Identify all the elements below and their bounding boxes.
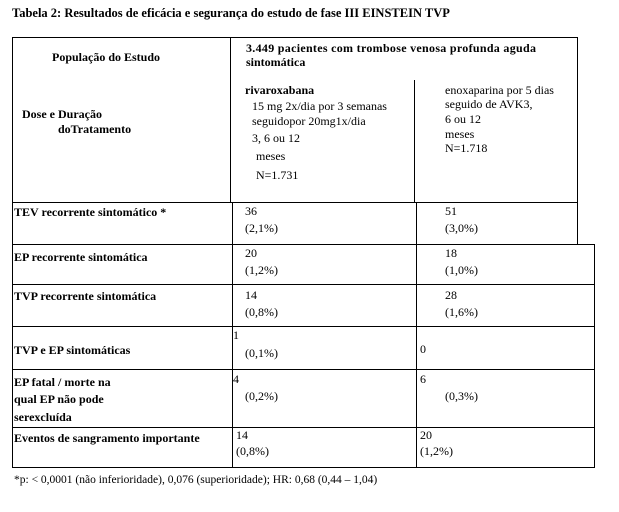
arm-a-regimen: 15 mg 2x/dia por 3 semanas	[252, 99, 387, 113]
arm-a-duration: 3, 6 ou 12	[252, 131, 300, 145]
row-label-ep-fatal-2: qual EP não pode	[14, 392, 104, 406]
row-ep-fatal-b-count: 6	[420, 372, 426, 386]
population-description: 3.449 pacientes com trombose venosa profunda aguda	[246, 41, 537, 55]
table-title: Tabela 2: Resultados de eficácia e segurança do estudo de fase III EINSTEIN TVP	[12, 6, 450, 20]
row-bleeding-a-pct: (0,8%)	[236, 444, 269, 458]
row-label-ep-fatal-3: serexcluída	[14, 410, 72, 424]
row-tvp-ep-a-count: 1	[233, 328, 239, 342]
row-tvp-a-pct: (0,8%)	[245, 305, 278, 319]
row-label-tev: TEV recorrente sintomático *	[14, 205, 167, 219]
row-tvp-ep-b-count: 0	[420, 342, 426, 356]
row-bleeding-a-count: 14	[236, 428, 248, 442]
dose-label: Dose e Duração	[22, 107, 102, 121]
row-label-ep-fatal: EP fatal / morte na	[14, 375, 111, 389]
row-label-ep: EP recorrente sintomática	[14, 250, 148, 264]
row-tev-a-count: 36	[245, 204, 257, 218]
arm-b-duration: 6 ou 12	[445, 112, 481, 126]
row-ep-fatal-a-pct: (0,2%)	[245, 389, 278, 403]
row-tvp-ep-a-pct: (0,1%)	[245, 346, 278, 360]
row-ep-fatal-b-pct: (0,3%)	[445, 389, 478, 403]
arm-a-duration-unit: meses	[256, 149, 286, 163]
row-tvp-b-pct: (1,6%)	[445, 305, 478, 319]
arm-b-name: enoxaparina por 5 dias	[445, 83, 554, 97]
row-ep-fatal-a-count: 4	[233, 372, 239, 386]
dose-label-cont: doTratamento	[58, 122, 132, 136]
row-tvp-a-count: 14	[245, 288, 257, 302]
row-tev-b-pct: (3,0%)	[445, 221, 478, 235]
population-description-cont: sintomática	[246, 55, 306, 69]
row-ep-a-pct: (1,2%)	[245, 263, 278, 277]
row-label-tvp-ep: TVP e EP sintomáticas	[14, 343, 131, 357]
arm-a-regimen-2: seguidopor 20mg1x/dia	[252, 114, 366, 128]
row-tvp-b-count: 28	[445, 288, 457, 302]
row-tev-b-count: 51	[445, 204, 457, 218]
row-bleeding-b-pct: (1,2%)	[420, 444, 453, 458]
footnote: *p: < 0,0001 (não inferioridade), 0,076 (superioridade); HR: 0,68 (0,44 – 1,04)	[14, 474, 378, 486]
row-ep-a-count: 20	[245, 246, 257, 260]
arm-a-n: N=1.731	[256, 168, 299, 182]
row-label-bleeding: Eventos de sangramento importante	[14, 431, 200, 445]
row-ep-b-pct: (1,0%)	[445, 263, 478, 277]
row-ep-b-count: 18	[445, 246, 457, 260]
arm-a-name: rivaroxabana	[245, 83, 315, 97]
arm-b-n: N=1.718	[445, 141, 488, 155]
row-tev-a-pct: (2,1%)	[245, 221, 278, 235]
row-bleeding-b-count: 20	[420, 428, 432, 442]
population-label: População do Estudo	[52, 50, 161, 64]
arm-b-regimen: seguido de AVK3,	[445, 97, 533, 111]
arm-b-duration-unit: meses	[445, 127, 475, 141]
row-label-tvp: TVP recorrente sintomática	[14, 289, 157, 303]
